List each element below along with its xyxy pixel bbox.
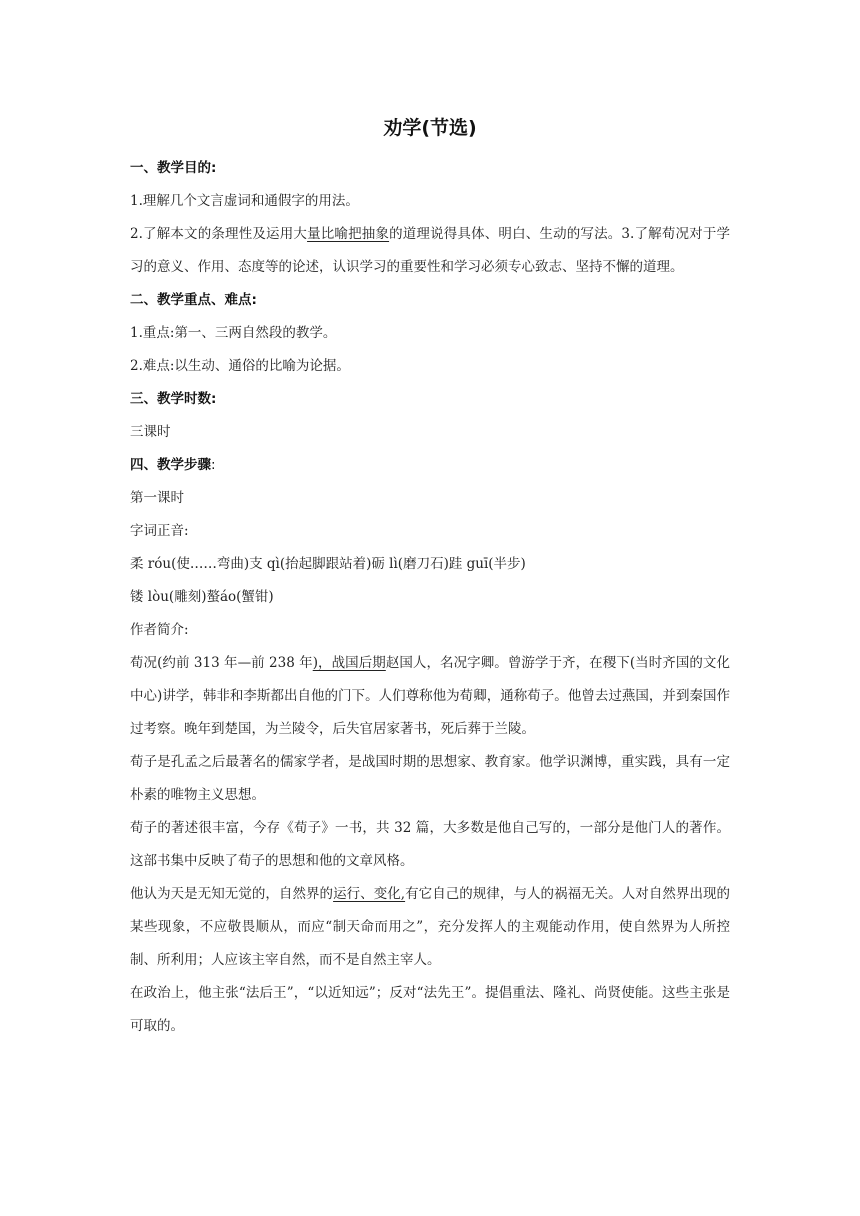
author-p1-text-b: 赵国人，名况字卿。曾游学于齐，在稷下(当时齐国的文化中心)讲学，韩非和李斯都出自他的门下。人们尊称他为荀卿，通称荀子。他曾去过燕国，并到秦国作过考察。晚年到楚国，为兰陵令，后失官居家著书，死后葬于兰陵。 [130,655,730,737]
author-paragraph-2: 荀子是孔孟之后最著名的儒家学者，是战国时期的思想家、教育家。他学识渊博，重实践，具有一定朴素的唯物主义思想。 [130,754,730,803]
pronunciation-line-2: 镂 lòu(雕刻)螯áo(蟹钳) [130,589,274,605]
section-heading-steps [130,449,730,482]
author-paragraph-4 [130,878,730,977]
author-label: 作者简介: [130,622,189,638]
section-heading-hours: 三、教学时数: [130,391,217,407]
author-paragraph-3: 荀子的著述很丰富，今存《荀子》一书，共 32 篇，大多数是他自己写的，一部分是他门人的著作。这部书集中反映了荀子的思想和他的文章风格。 [130,820,730,869]
document-content [130,112,730,1043]
author-p4-text-b: 有它自己的规律，与人的祸福无关。人对自然界出现的某些现象，不应敬畏顺从，而应“制天命而用之”，充分发挥人的主观能动作用，使自然界为人所控制、所利用；人应该主宰自然，而不是自然主宰人。 [130,886,731,968]
author-p4-underlined: 运行、变化, [333,886,406,902]
author-p1-text-a: 荀况(约前 313 年—前 238 年 [130,655,313,671]
lesson-label: 第一课时 [130,490,184,506]
author-p4-text-a: 他认为天是无知无觉的，自然界的 [130,886,334,902]
document-title: 劝学(节选) [383,117,477,139]
key-point-item-2: 2.难点:以生动、通俗的比喻为论据。 [130,358,350,374]
objective-item-2-underlined: 量比喻把抽象 [307,226,390,242]
objective-item-2 [130,218,730,284]
objective-item-1: 1.理解几个文言虚词和通假字的用法。 [130,193,359,209]
author-paragraph-1 [130,647,730,746]
section-heading-key-points: 二、教学重点、难点: [130,292,257,308]
steps-heading-colon: : [211,457,216,473]
author-paragraph-5: 在政治上，他主张“法后王”，“以近知远”；反对“法先王”。提倡重法、隆礼、尚贤使能。这些主张是可取的。 [130,985,730,1034]
section-heading-objectives: 一、教学目的: [130,160,217,176]
pronunciation-line-1: 柔 róu(使……弯曲)支 qì(抬起脚跟站着)砺 lì(磨刀石)跬 guī(半步) [130,556,526,572]
objective-item-2-text-b: 的道理说得具体、明白、生动的写法。3.了解荀况对于学习的意义、作用、态度等的论述，认识学习的重要性和学习必须专心致志、坚持不懈的道理。 [130,226,730,275]
hours-text: 三课时 [130,424,171,440]
objective-item-2-text-a: 2.了解本文的条理性及运用大 [130,226,308,242]
author-p1-underlined: )，战国后期 [312,655,386,671]
pronunciation-label: 字词正音: [130,523,189,539]
key-point-item-1: 1.重点:第一、三两自然段的教学。 [130,325,337,341]
steps-heading-text: 四、教学步骤 [130,457,211,473]
